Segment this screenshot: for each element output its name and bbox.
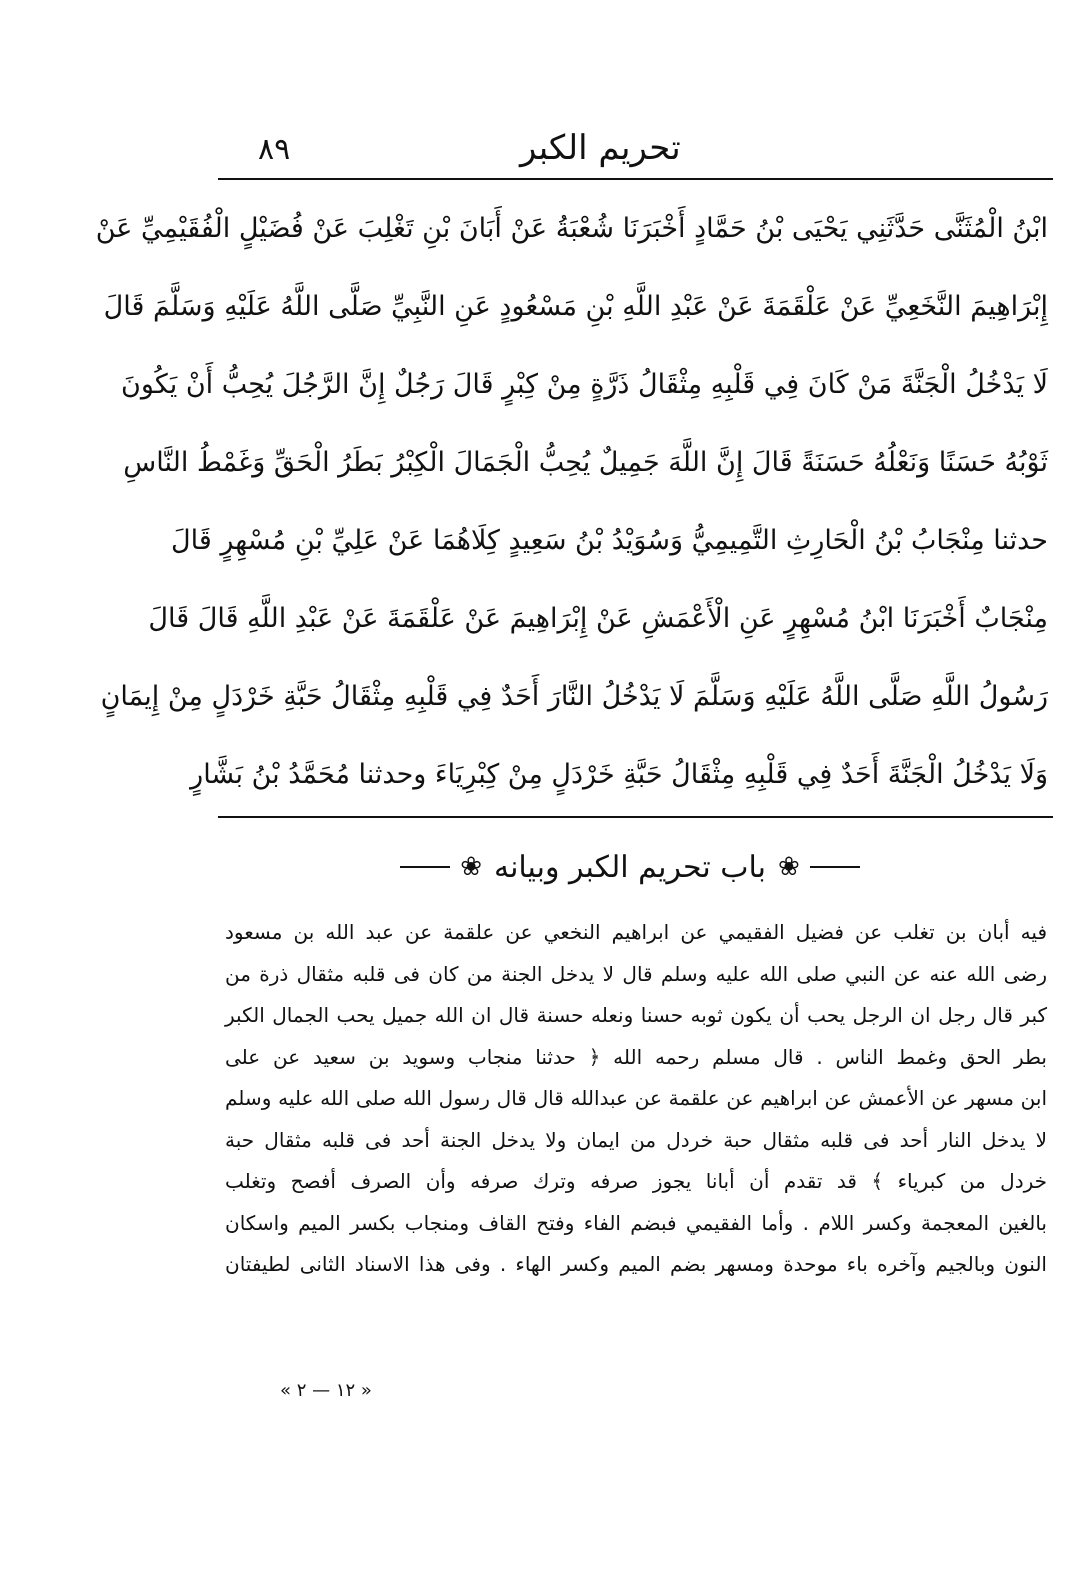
- heading-dash: [400, 866, 450, 868]
- hadith-text-block: [95, 190, 1048, 814]
- hadith-line: رَسُولُ اللَّهِ صَلَّى اللَّهُ عَلَيْهِ وَسَلَّمَ لَا يَدْخُلُ النَّارَ أَحَدٌ فِي قَلْبِهِ مِثْقَالُ حَبَّةِ خَرْدَلٍ مِنْ إِيمَانٍ: [100, 681, 1048, 712]
- printer-signature-mark: « ١٢ — ٢ »: [280, 1380, 372, 1401]
- hadith-line: إِبْرَاهِيمَ النَّخَعِيِّ عَنْ عَلْقَمَةَ عَنْ عَبْدِ اللَّهِ بْنِ مَسْعُودٍ عَنِ النَّبِيِّ صَلَّى اللَّهُ عَلَيْهِ وَسَلَّمَ قَالَ: [103, 291, 1048, 322]
- hadith-line: ثَوْبُهُ حَسَنًا وَنَعْلُهُ حَسَنَةً قَالَ إِنَّ اللَّهَ جَمِيلٌ يُحِبُّ الْجَمَالَ الْكِبْرُ بَطَرُ الْحَقِّ وَغَمْطُ النَّاسِ: [123, 447, 1048, 478]
- hadith-line: مِنْجَابٌ أَخْبَرَنَا ابْنُ مُسْهِرٍ عَنِ الْأَعْمَشِ عَنْ إِبْرَاهِيمَ عَنْ عَلْقَمَةَ عَنْ عَبْدِ اللَّهِ قَالَ قَالَ: [148, 603, 1048, 634]
- commentary-line: بالغين المعجمة وكسر اللام . وأما الفقيمي فبضم الفاء وفتح القاف ومنجاب بكسر الميم واسكان: [225, 1210, 1047, 1235]
- commentary-line: ابن مسهر عن الأعمش عن ابراهيم عن علقمة عن عبدالله قال قال رسول الله صلى الله عليه وسلم: [225, 1086, 1047, 1110]
- commentary-line: رضى الله عنه عن النبي صلى الله عليه وسلم قال لا يدخل الجنة من كان فى قلبه مثقال ذرة من: [225, 961, 1047, 986]
- running-title: تحريم الكبر: [520, 128, 681, 168]
- chapter-heading: [375, 842, 885, 892]
- hadith-line: ابْنُ الْمُثَنَّى حَدَّثَنِي يَحْيَى بْنُ حَمَّادٍ أَخْبَرَنَا شُعْبَةُ عَنْ أَبَانَ بْنِ تَغْلِبَ عَنْ فُضَيْلٍ الْفُقَيْمِيِّ عَنْ: [95, 213, 1048, 244]
- commentary-line: خردل من كبرياء ﴾ قد تقدم أن أبانا يجوز صرفه وترك صرفه وأن الصرف أفصح وتغلب: [225, 1169, 1047, 1193]
- hadith-line: وَلَا يَدْخُلُ الْجَنَّةَ أَحَدٌ فِي قَلْبِهِ مِثْقَالُ حَبَّةِ خَرْدَلٍ مِنْ كِبْرِيَاءَ وحدثنا مُحَمَّدُ بْنُ بَشَّارٍ: [190, 759, 1048, 790]
- ornament-icon: ❀: [460, 852, 482, 882]
- commentary-line: بطر الحق وغمط الناس . قال مسلم رحمه الله ﴿ حدثنا منجاب وسويد بن سعيد عن على: [225, 1044, 1047, 1069]
- hadith-line: لَا يَدْخُلُ الْجَنَّةَ مَنْ كَانَ فِي قَلْبِهِ مِثْقَالُ ذَرَّةٍ مِنْ كِبْرٍ قَالَ رَجُلٌ إِنَّ الرَّجُلَ يُحِبُّ أَنْ يَكُونَ: [121, 369, 1048, 400]
- commentary-line: لا يدخل النار أحد فى قلبه مثقال حبة خردل من ايمان ولا يدخل الجنة أحد فى قلبه مثقال حبة: [225, 1127, 1047, 1152]
- ornament-icon: ❀: [778, 852, 800, 882]
- section-divider: [218, 816, 1053, 818]
- commentary-line: فيه أبان بن تغلب عن فضيل الفقيمي عن ابراهيم النخعي عن علقمة عن عبد الله بن مسعود: [225, 920, 1047, 944]
- commentary-block: [225, 912, 1047, 1286]
- header-rule: [218, 178, 1053, 180]
- commentary-line: النون وبالجيم وآخره باء موحدة ومسهر بضم الميم وكسر الهاء . وفى هذا الاسناد الثانى لطيفتان: [225, 1252, 1047, 1276]
- page-number: ٨٩: [258, 132, 291, 167]
- chapter-title: باب تحريم الكبر وبيانه: [493, 849, 767, 885]
- heading-dash: [810, 866, 860, 868]
- commentary-line: كبر قال رجل ان الرجل يحب أن يكون ثوبه حسنا ونعله حسنة قال ان الله جميل يحب الجمال الكبر: [225, 1003, 1047, 1027]
- hadith-line: حدثنا مِنْجَابُ بْنُ الْحَارِثِ التَّمِيمِيُّ وَسُوَيْدُ بْنُ سَعِيدٍ كِلَاهُمَا عَنْ عَلِيِّ بْنِ مُسْهِرٍ قَالَ: [171, 525, 1048, 556]
